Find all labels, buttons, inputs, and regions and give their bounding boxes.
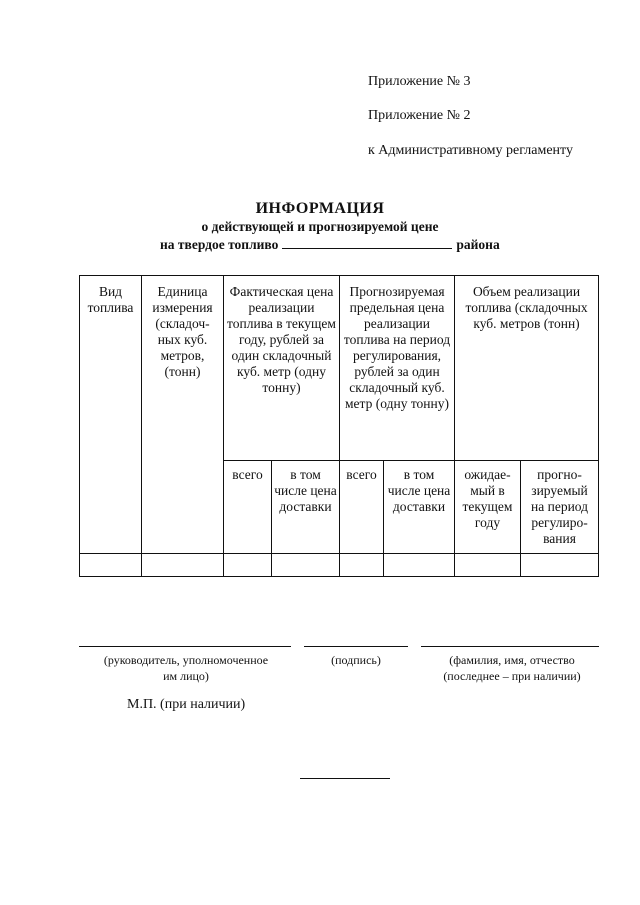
signature-line[interactable] — [304, 646, 408, 647]
appendix-2-label: Приложение № 2 — [368, 108, 471, 123]
table-cell[interactable] — [384, 554, 455, 577]
subheader-forecast-total: всего — [340, 461, 384, 554]
full-name-label: (фамилия, имя, отчество (последнее – при наличии) — [443, 653, 581, 683]
header-volume: Объем реализации топлива (складочных куб. метров (тонн) — [455, 276, 599, 461]
subtitle-prefix: на твердое топливо — [160, 237, 279, 252]
stamp-label: М.П. (при наличии) — [127, 697, 246, 712]
full-name-line[interactable] — [421, 646, 599, 647]
table-cell[interactable] — [142, 554, 224, 577]
header-fuel-type: Вид топлива — [80, 276, 142, 554]
district-blank-field[interactable] — [282, 236, 452, 249]
head-signature-line[interactable] — [79, 646, 291, 647]
head-label: (руководитель, уполномоченное им лицо) — [103, 653, 269, 683]
subheader-volume-forecast: прогно-зируемый на период регулиро-вания — [521, 461, 599, 554]
subheader-actual-delivery: в том числе цена доставки — [272, 461, 340, 554]
table-cell[interactable] — [340, 554, 384, 577]
document-subtitle: о действующей и прогнозируемой цене — [201, 219, 439, 234]
fuel-price-table — [79, 275, 599, 577]
table-row — [80, 554, 599, 577]
table-cell[interactable] — [80, 554, 142, 577]
subheader-forecast-delivery: в том числе цена доставки — [384, 461, 455, 554]
header-unit: Единица измерения (складоч-ных куб. метров, (тонн) — [142, 276, 224, 554]
regulation-reference: к Административному регламенту — [368, 143, 573, 158]
header-forecast-price: Прогнозируемая предельная цена реализации топлива на период регулирования, рублей за один складочный куб. метр (одну тонну) — [340, 276, 455, 461]
subtitle-suffix: района — [456, 237, 500, 252]
subheader-volume-expected: ожидае-мый в текущем году — [455, 461, 521, 554]
table-header-row — [80, 276, 599, 461]
signature-label: (подпись) — [331, 653, 381, 667]
table-cell[interactable] — [455, 554, 521, 577]
table-cell[interactable] — [521, 554, 599, 577]
document-title: ИНФОРМАЦИЯ — [255, 200, 385, 217]
header-actual-price: Фактическая цена реализации топлива в текущем году, рублей за один складочный куб. метр (одну тонну) — [224, 276, 340, 461]
subheader-actual-total: всего — [224, 461, 272, 554]
table-cell[interactable] — [224, 554, 272, 577]
document-subtitle-district — [160, 236, 500, 253]
appendix-3-label: Приложение № 3 — [368, 74, 471, 89]
bottom-rule — [300, 778, 390, 779]
table-cell[interactable] — [272, 554, 340, 577]
